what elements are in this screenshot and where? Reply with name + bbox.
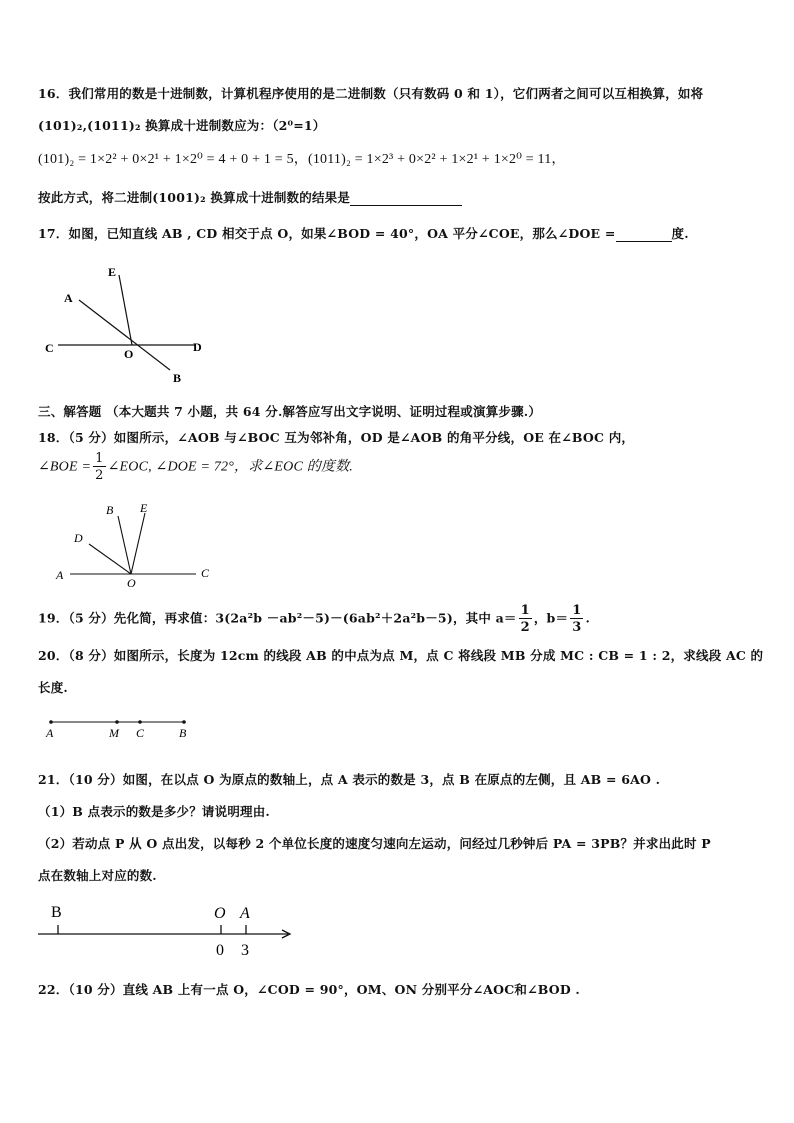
q19-mid: ，b＝ [533, 610, 569, 626]
q16-line1: 16．我们常用的数是十进制数，计算机程序使用的是二进制数（只有数码 0 和 1），它们两者之间可以互相换算，如将 [38, 86, 704, 101]
label-a: A [240, 905, 250, 922]
q16-line2: (101)₂,(1011)₂ 换算成十进制数应为：（2⁰=1） [38, 118, 326, 133]
q18-pre: ∠BOE = [38, 459, 92, 475]
label-e: E [108, 265, 117, 279]
q20-line1: 20．（8 分）如图所示，长度为 12cm 的线段 AB 的中点为点 M，点 C 将线段 MB 分成 MC : CB = 1 : 2，求线段 AC 的 [38, 648, 764, 663]
label-a: A [46, 726, 54, 740]
q20-line2: 长度. [38, 680, 68, 695]
q16-question-text: 按此方式，将二进制(1001)₂ 换算成十进制数的结果是 [38, 190, 351, 205]
q19-end: . [585, 610, 591, 626]
label-m: M [109, 726, 119, 740]
label-b: B [179, 726, 187, 740]
label-o: O [124, 347, 134, 361]
fraction-b: $\frac{1}{3}$ [572, 603, 582, 635]
label-d: D [74, 531, 83, 545]
q21-line2: （1）B 点表示的数是多少？请说明理由. [38, 804, 270, 819]
q21-line1: 21．（10 分）如图，在以点 O 为原点的数轴上，点 A 表示的数是 3，点 B 在原点的左侧，且 AB = 6AO . [38, 772, 661, 787]
label-d: D [193, 340, 202, 354]
q16-line3: (101)₂ = 1×2² + 0×2¹ + 1×2⁰ = 4 + 0 + 1 = 5，(1011)₂ = 1×2³ + 0×2² + 1×2¹ + 1×2⁰ = 11， [38, 152, 566, 167]
q18-line1: 18．（5 分）如图所示，∠AOB 与∠BOC 互为邻补角，OD 是∠AOB 的角平分线，OE 在∠BOC 内， [38, 430, 635, 445]
q19-pre: 19．（5 分）先化简，再求值：3(2a²b －ab²－5)－(6ab²＋2a²b－5)，其中 a＝ [38, 610, 517, 626]
label-b: B [51, 904, 62, 921]
label-o: O [127, 576, 136, 590]
section-heading: 三、解答题 （本大题共 7 小题，共 64 分.解答应写出文字说明、证明过程或演算步骤.） [38, 404, 542, 419]
label-c: C [136, 726, 145, 740]
fraction-a: $\frac{1}{2}$ [520, 603, 530, 635]
label-b: B [173, 371, 182, 385]
tick-label-three: 3 [241, 942, 249, 959]
q21-line4: 点在数轴上对应的数. [38, 868, 157, 883]
q17-unit: 度. [671, 226, 689, 241]
q17-question-text: 17．如图，已知直线 AB , CD 相交于点 O，如果∠BOD = 40°，OA 平分∠COE，那么∠DOE = [38, 226, 616, 241]
label-o: O [214, 905, 226, 922]
q22-line: 22．（10 分）直线 AB 上有一点 O，∠COD = 90°，OM、ON 分别平分∠AOC和∠BOD . [38, 982, 580, 997]
label-a: A [56, 568, 64, 582]
q21-line3: （2）若动点 P 从 O 点出发，以每秒 2 个单位长度的速度匀速向左运动，问经过几秒钟后 PA = 3PB？并求出此时 P [38, 836, 711, 851]
label-e: E [140, 501, 148, 515]
label-a: A [64, 291, 73, 305]
label-b: B [106, 503, 114, 517]
tick-label-zero: 0 [216, 942, 224, 959]
label-c: C [201, 566, 210, 580]
label-c: C [45, 341, 54, 355]
fraction-half: $\frac{1}{2}$ [95, 451, 104, 483]
q18-post: ∠EOC, ∠DOE = 72°，求∠EOC 的度数. [107, 459, 353, 475]
